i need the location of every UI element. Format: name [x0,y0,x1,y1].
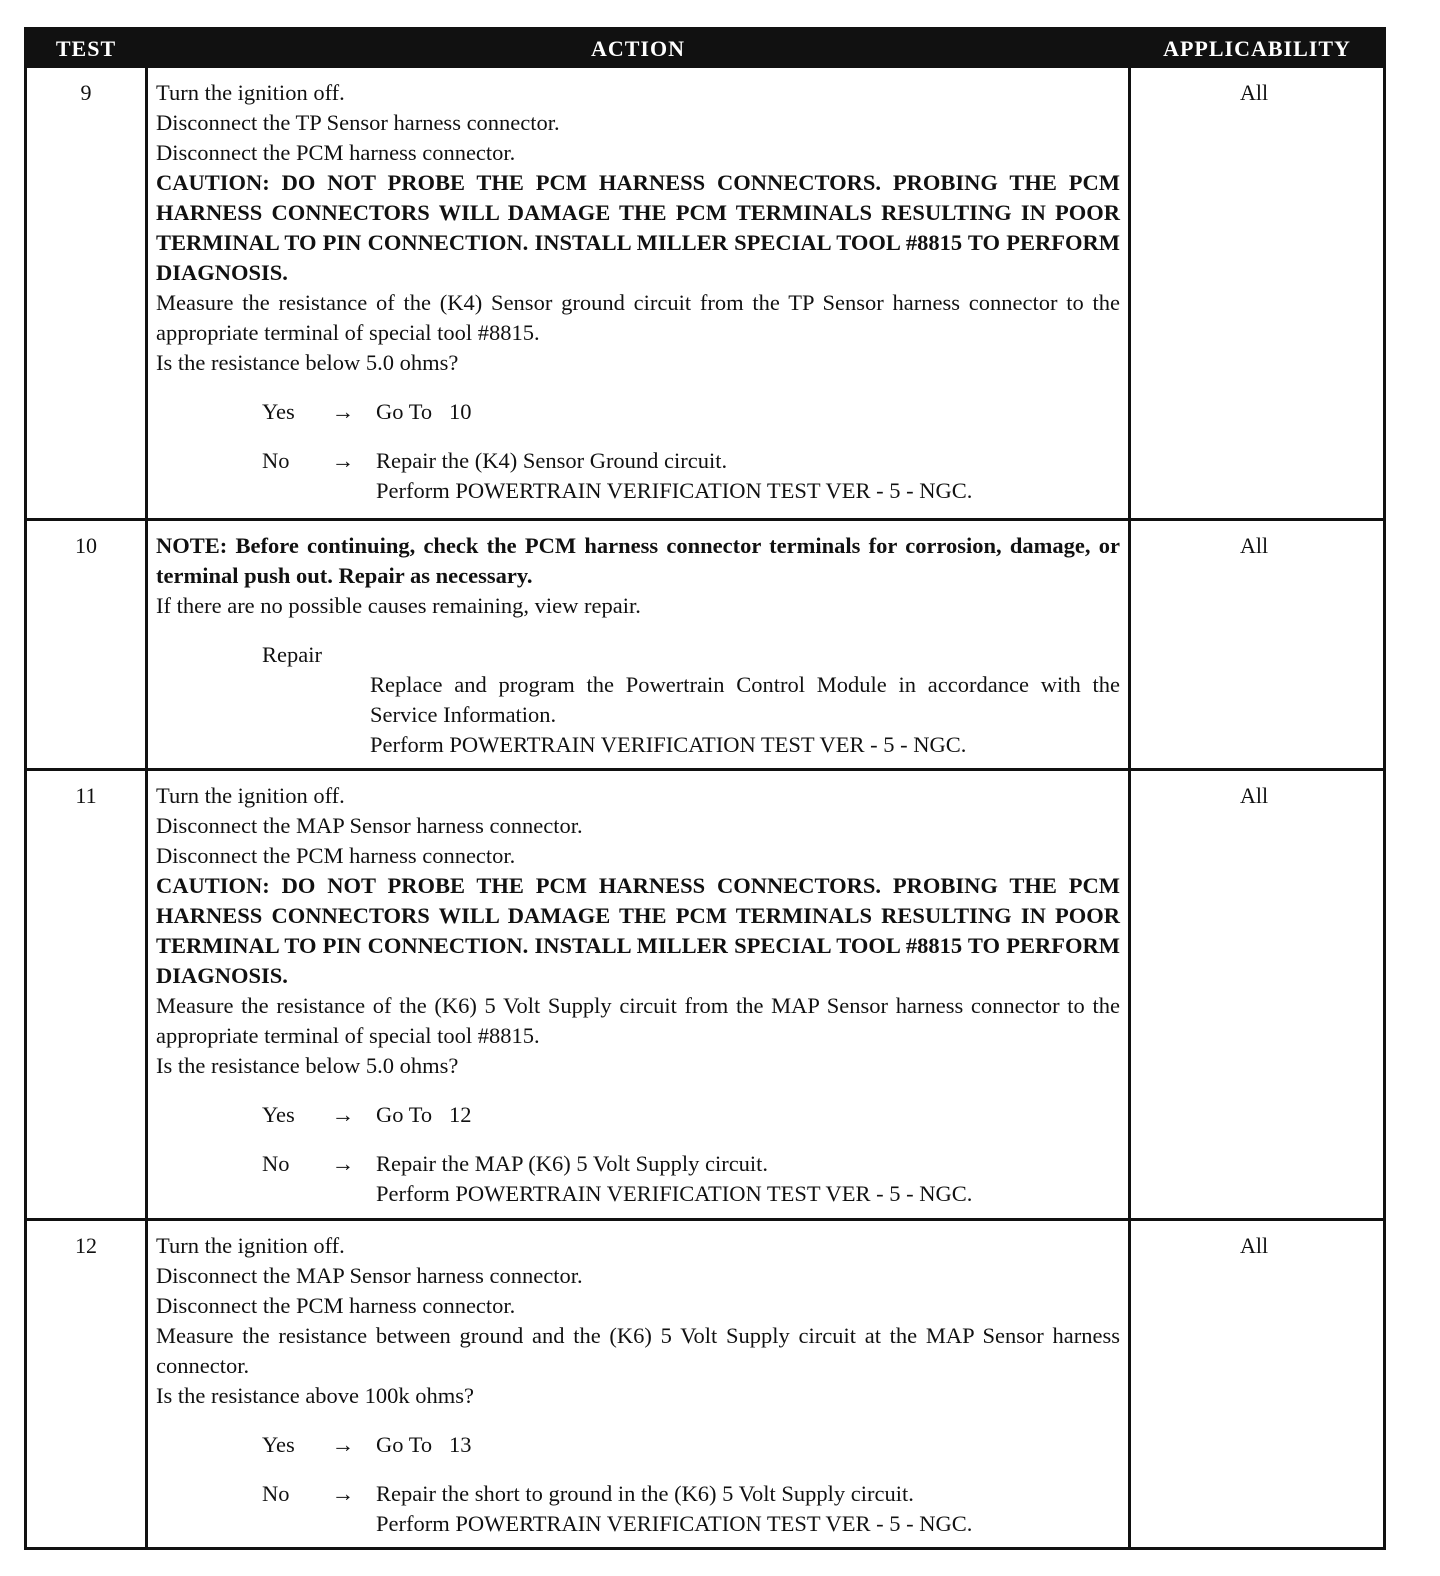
yes-outcome [156,1430,1120,1460]
repair-label: Repair [262,642,322,667]
yes-outcome [156,397,1120,427]
yes-label: Yes [262,1432,295,1457]
yes-label: Yes [262,1102,295,1127]
measure-text: Measure the resistance between ground and the (K6) 5 Volt Supply circuit at the MAP Sensor harness connector. [156,1323,1120,1378]
right-arrow-icon: → [331,1151,355,1176]
caution-text: CAUTION: DO NOT PROBE THE PCM HARNESS CONNECTORS. PROBING THE PCM HARNESS CONNECTORS WILL DAMAGE THE PCM TERMINALS RESULTING IN POOR TERMINAL TO PIN CONNECTION. INSTALL MILLER SPECIAL TOOL #8815 TO PERFORM DIAGNOSIS. [156,170,1120,285]
step-text: Disconnect the PCM harness connector. [156,843,516,868]
goto-text: Go To 13 [376,1432,472,1457]
action-cell [145,68,1131,518]
right-arrow-icon: → [331,399,355,424]
yes-outcome [156,1100,1120,1130]
diagnostic-table [24,27,1386,1550]
table-row [27,768,1383,1218]
no-result [372,446,1120,506]
action-cell [145,1221,1131,1547]
repair-instruction: Repair the (K4) Sensor Ground circuit. [376,448,728,473]
step-text: Disconnect the MAP Sensor harness connector. [156,1263,583,1288]
action-cell [145,521,1131,768]
no-result [372,1479,1120,1539]
table-header [27,30,1383,68]
no-label: No [262,1151,290,1176]
table-row [27,1218,1383,1547]
table-row [27,518,1383,768]
applicability-cell: All [1239,80,1269,105]
goto-text: Go To 12 [376,1102,472,1127]
step-text: Turn the ignition off. [156,80,345,105]
step-text: Turn the ignition off. [156,783,345,808]
test-number: 9 [80,80,92,105]
header-applicability: APPLICABILITY [1163,36,1351,61]
repair-body [156,670,1120,760]
test-number: 12 [75,1233,97,1258]
test-number: 10 [75,533,97,558]
table-row [27,68,1383,518]
yes-label: Yes [262,399,295,424]
repair-instruction: Repair the short to ground in the (K6) 5 Volt Supply circuit. [376,1481,914,1506]
header-action: ACTION [590,36,685,61]
no-outcome [156,1149,1120,1209]
step-text: Disconnect the MAP Sensor harness connector. [156,813,583,838]
verification-instruction: Perform POWERTRAIN VERIFICATION TEST VER - 5 - NGC. [376,1511,973,1536]
caution-text: CAUTION: DO NOT PROBE THE PCM HARNESS CONNECTORS. PROBING THE PCM HARNESS CONNECTORS WILL DAMAGE THE PCM TERMINALS RESULTING IN POOR TERMINAL TO PIN CONNECTION. INSTALL MILLER SPECIAL TOOL #8815 TO PERFORM DIAGNOSIS. [156,873,1120,988]
applicability-cell: All [1239,1233,1269,1258]
no-label: No [262,1481,290,1506]
question-text: Is the resistance above 100k ohms? [156,1383,475,1408]
applicability-cell: All [1239,533,1269,558]
step-text: If there are no possible causes remaining, view repair. [156,593,641,618]
note-text: NOTE: Before continuing, check the PCM harness connector terminals for corrosion, damage, or terminal push out. Repair as necessary. [156,533,1120,588]
step-text: Disconnect the TP Sensor harness connector. [156,110,560,135]
header-test: TEST [55,36,117,61]
right-arrow-icon: → [331,1481,355,1506]
no-label: No [262,448,290,473]
applicability-cell: All [1239,783,1269,808]
no-outcome [156,446,1120,506]
repair-instruction: Replace and program the Powertrain Control Module in accordance with the Service Information. [370,672,1120,727]
right-arrow-icon: → [331,1432,355,1457]
step-text: Disconnect the PCM harness connector. [156,140,516,165]
test-number: 11 [75,783,97,808]
right-arrow-icon: → [331,448,355,473]
step-text: Disconnect the PCM harness connector. [156,1293,516,1318]
verification-instruction: Perform POWERTRAIN VERIFICATION TEST VER - 5 - NGC. [376,478,973,503]
right-arrow-icon: → [331,1102,355,1127]
no-result [372,1149,1120,1209]
repair-instruction: Repair the MAP (K6) 5 Volt Supply circuit. [376,1151,769,1176]
goto-text: Go To 10 [376,399,472,424]
action-cell [145,771,1131,1218]
measure-text: Measure the resistance of the (K4) Sensor ground circuit from the TP Sensor harness connector to the appropriate terminal of special tool #8815. [156,290,1120,345]
measure-text: Measure the resistance of the (K6) 5 Volt Supply circuit from the MAP Sensor harness connector to the appropriate terminal of special tool #8815. [156,993,1120,1048]
question-text: Is the resistance below 5.0 ohms? [156,1053,459,1078]
verification-instruction: Perform POWERTRAIN VERIFICATION TEST VER - 5 - NGC. [370,732,967,757]
question-text: Is the resistance below 5.0 ohms? [156,350,459,375]
step-text: Turn the ignition off. [156,1233,345,1258]
verification-instruction: Perform POWERTRAIN VERIFICATION TEST VER - 5 - NGC. [376,1181,973,1206]
no-outcome [156,1479,1120,1539]
